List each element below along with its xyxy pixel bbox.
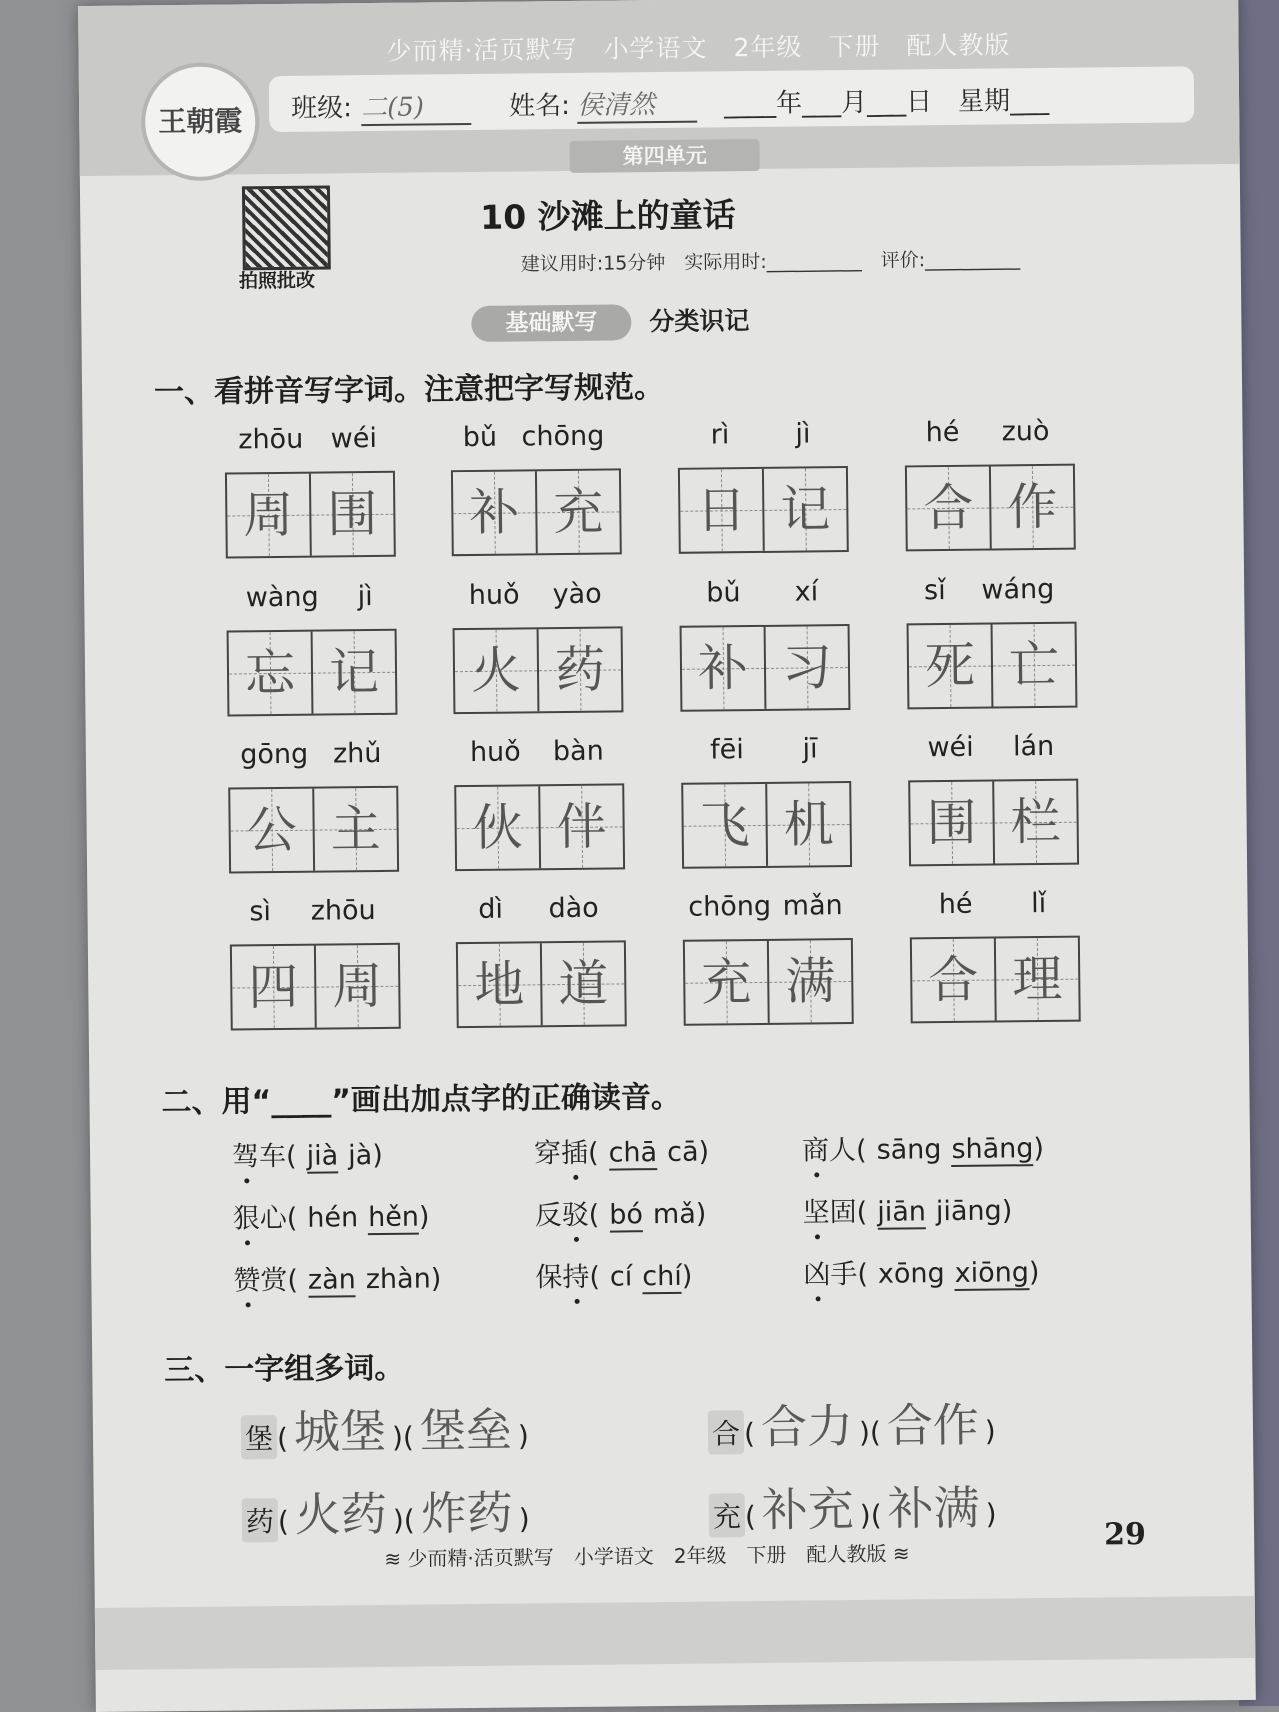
tianzige-grid [454,783,625,871]
question-2-title: 二、用“____”画出加点字的正确读音。 [161,1079,682,1121]
pinyin-syllable: wéi [927,731,974,764]
handwritten-answer[interactable]: 补充 [761,1482,855,1537]
pinyin-syllable: bàn [552,735,604,768]
pinyin-syllable: sì [249,896,272,928]
grid-cell[interactable] [766,626,849,709]
pinyin-option[interactable]: shāng [951,1133,1034,1165]
tianzige-grid [453,626,624,714]
unit-label: 第四单元 [569,139,759,173]
handwritten-char: 亡 [1008,635,1060,695]
pinyin-option[interactable]: sāng [876,1134,942,1166]
word-box [450,420,617,562]
handwritten-answer[interactable]: 城堡 [293,1403,387,1459]
word-box [454,735,621,877]
handwritten-char: 作 [1007,477,1058,537]
handwritten-char: 习 [781,638,833,697]
word-box [452,578,619,720]
tianzige-grid [680,624,851,712]
grid-cell[interactable] [227,474,312,557]
grid-cell[interactable] [316,945,399,1028]
pinyin-option[interactable]: hěn [367,1201,420,1234]
tianzige-grid [908,779,1079,867]
pinyin-label [909,888,1075,921]
dotted-char: 驾 [232,1134,259,1173]
word-box [224,423,391,565]
word-group: 合 ( 合力 )( 合作 ) [708,1389,996,1458]
pinyin-option[interactable]: cā [666,1136,699,1168]
pinyin-label [682,890,848,923]
name-label: 姓名: [508,90,571,122]
grid-cell[interactable] [537,470,620,553]
pinyin-syllable: zuò [1001,415,1050,448]
pinyin-option[interactable]: bó [609,1199,644,1231]
pinyin-option[interactable]: jià [306,1140,339,1172]
pinyin-option[interactable]: chí [642,1260,682,1293]
worksheet-page [78,0,1256,1712]
tianzige-grid [678,466,849,554]
grid-cell[interactable] [311,473,394,556]
reading-item: 坚固( jiān jiāng) [802,1188,1012,1230]
plain-char: 车 [258,1140,287,1173]
plain-char: 保 [535,1262,563,1294]
pinyin-syllable: bǔ [706,577,741,609]
tianzige-grid [910,936,1081,1024]
pinyin-syllable: jì [357,581,373,613]
pinyin-label [229,895,395,928]
handwritten-char: 伴 [556,797,607,857]
tianzige-grid [683,938,854,1026]
handwritten-char: 四 [248,957,299,1017]
student-info-row [269,66,1195,132]
word-box [679,576,846,718]
grid-cell[interactable] [456,786,541,869]
pinyin-label [679,576,845,609]
pinyin-syllable: wáng [981,573,1055,606]
handwritten-char: 周 [332,956,383,1016]
word-box [677,418,844,560]
word-box [681,733,848,875]
handwritten-answer[interactable]: 合力 [760,1399,854,1454]
tianzige-grid [451,468,622,556]
handwritten-char: 充 [700,953,752,1012]
handwritten-answer[interactable]: 火药 [294,1486,388,1542]
dotted-char: 凶 [803,1252,830,1291]
dotted-char: 坚 [802,1190,829,1229]
grid-cell[interactable] [907,467,992,550]
pinyin-option[interactable]: zhàn [365,1263,431,1296]
grid-cell[interactable] [230,789,315,872]
bottom-band [95,1596,1256,1670]
plain-char: 赏 [260,1264,288,1297]
reading-item: 驾车( jià jà) [232,1133,383,1175]
grid-cell[interactable] [994,781,1077,864]
reading-item: 反驳( bó mǎ) [534,1192,706,1234]
handwritten-char: 周 [243,485,294,545]
tianzige-grid [227,629,398,717]
word-group: 堡 ( 城堡 )( 堡垒 ) [241,1393,529,1462]
handwritten-char: 药 [554,640,606,700]
dotted-char: 狠 [233,1196,260,1235]
grid-cell[interactable] [909,625,994,708]
dotted-char: 插 [561,1131,588,1170]
section-subtitle: 分类识记 [649,306,750,337]
grid-cell[interactable] [453,471,538,554]
handwritten-char: 忘 [244,643,296,703]
pinyin-syllable: zhǔ [332,737,382,770]
handwritten-char: 围 [926,793,977,853]
grid-cell[interactable] [767,783,850,866]
word-box [908,731,1075,873]
grid-cell[interactable] [232,946,317,1029]
pinyin-option[interactable]: jiān [877,1196,927,1228]
word-box [909,888,1076,1030]
dotted-char: 商 [802,1128,829,1167]
pinyin-option[interactable]: xōng [877,1258,945,1290]
grid-cell[interactable] [540,785,623,868]
handwritten-char: 主 [330,799,381,859]
pinyin-option[interactable]: jà [348,1140,373,1172]
handwritten-char: 公 [246,800,297,860]
handwritten-answer[interactable]: 堡垒 [419,1402,513,1458]
handwritten-char: 栏 [1010,792,1061,852]
handwritten-answer[interactable]: 炸药 [420,1485,513,1541]
handwritten-char: 记 [328,642,380,702]
grid-cell[interactable] [683,784,768,867]
pinyin-label [906,574,1072,607]
pinyin-syllable: yào [552,578,602,611]
plain-char: 反 [534,1200,562,1232]
grid-cell[interactable] [910,782,995,865]
series-banner: 少而精·活页默写 小学语文 2年级 下册 配人教版 [386,30,1011,66]
header-band [78,0,1240,176]
grid-cell[interactable] [455,629,540,712]
handwritten-char: 道 [557,954,609,1014]
grid-cell[interactable] [229,632,314,715]
dotted-char: 持 [562,1255,589,1294]
grid-cell[interactable] [769,940,852,1023]
handwritten-char: 合 [923,478,974,538]
pinyin-label [455,892,621,925]
word-box [904,416,1071,558]
pinyin-syllable: hé [925,416,960,449]
key-char: 堡 [241,1415,277,1459]
pinyin-label [224,423,390,456]
dotted-char: 驳 [561,1193,588,1232]
pinyin-syllable: mǎn [782,890,843,922]
handwritten-char: 补 [697,639,749,698]
grid-cell[interactable] [314,788,397,871]
reading-item: 保持( cí chí) [535,1254,692,1296]
tianzige-grid [230,943,401,1031]
pinyin-label [681,733,847,766]
handwritten-char: 日 [696,481,747,540]
pinyin-option[interactable]: jiāng [935,1195,1002,1228]
grid-cell[interactable] [313,631,396,714]
word-box [455,892,622,1034]
qr-label: 拍照批改 [238,269,316,293]
pinyin-syllable: dào [548,892,599,925]
pinyin-syllable: huǒ [468,579,520,612]
tianzige-grid [228,786,399,874]
word-group: 药 ( 火药 )( 炸药 ) [241,1476,529,1545]
qr-code-icon[interactable] [242,185,331,270]
reading-item: 穿插( chā cā) [534,1130,709,1172]
key-char: 合 [708,1410,744,1454]
grid-cell[interactable] [685,941,770,1024]
grid-cell[interactable] [993,624,1076,707]
pinyin-syllable: wàng [245,581,319,614]
handwritten-char: 补 [469,483,520,543]
pinyin-syllable: bǔ [462,421,498,454]
section-pill: 基础默写 [471,304,631,342]
pinyin-syllable: huǒ [469,736,521,769]
tianzige-grid [905,464,1076,552]
pinyin-syllable: xí [794,576,819,608]
handwritten-char: 伙 [472,798,523,857]
grid-cell[interactable] [682,627,767,710]
pinyin-label [226,581,392,614]
key-char: 药 [242,1498,278,1542]
pinyin-syllable: gōng [240,738,309,771]
pinyin-syllable: jì [795,418,811,450]
pinyin-syllable: lǐ [1030,887,1047,920]
tianzige-grid [907,622,1078,710]
reading-item: 赞赏( zàn zhàn) [233,1256,441,1298]
grid-cell[interactable] [764,468,847,551]
pinyin-label [450,420,616,453]
handwritten-char: 充 [553,482,604,542]
word-box [682,890,849,1032]
reading-item: 商人( sāng shāng) [802,1126,1044,1169]
handwritten-char: 记 [780,480,831,539]
pinyin-syllable: zhōu [238,423,304,456]
grid-cell[interactable] [680,469,765,552]
lesson-title: 10 沙滩上的童话 [480,195,736,237]
pinyin-label [908,731,1074,764]
class-value: 二(5) [361,86,471,126]
tianzige-grid [225,471,396,559]
handwritten-char: 飞 [699,796,750,855]
pinyin-label [677,418,843,451]
plain-char: 穿 [533,1138,562,1170]
grid-cell[interactable] [991,466,1074,549]
word-box [229,895,396,1037]
question-1-title: 一、看拼音写字词。注意把字写规范。 [153,369,665,411]
pinyin-syllable: rì [710,419,730,451]
pinyin-syllable: sǐ [923,575,946,607]
reading-item: 凶手( xōng xiōng) [803,1250,1039,1292]
word-group: 充 ( 补充 )( 补满 ) [708,1472,996,1541]
grid-cell[interactable] [542,942,625,1025]
plain-char: 手 [830,1258,858,1291]
pinyin-syllable: chōng [521,420,605,453]
pinyin-option[interactable]: chā [608,1137,658,1169]
handwritten-char: 机 [783,795,834,854]
page-number: 29 [1103,1516,1147,1553]
pinyin-syllable: jī [802,733,818,765]
time-info: 建议用时:15分钟 实际用时:__________ 评价:__________ [520,248,1021,276]
plain-char: 人 [828,1134,857,1167]
handwritten-answer[interactable]: 合作 [886,1397,980,1453]
pinyin-syllable: lán [1012,730,1055,763]
name-value: 侯清然 [577,84,697,124]
word-box [228,738,395,880]
brand-logo: 王朝霞 [141,62,260,181]
key-char: 充 [709,1493,745,1537]
handwritten-char: 满 [784,952,836,1011]
date-fields: ____年___月___日 星期___ [723,85,1050,120]
pinyin-label [228,738,394,771]
class-label: 班级: [290,93,353,124]
pinyin-option[interactable]: cí [609,1261,633,1293]
pinyin-syllable: zhōu [310,895,376,927]
handwritten-char: 围 [327,484,378,544]
handwritten-char: 合 [927,950,979,1010]
handwritten-char: 死 [924,636,976,696]
pinyin-option[interactable]: xiōng [954,1257,1030,1289]
pinyin-syllable: chōng [688,890,772,923]
handwritten-answer[interactable]: 补满 [887,1480,980,1536]
footer-text: ≋ 少而精·活页默写 小学语文 2年级 下册 配人教版 ≋ [384,1541,910,1571]
plain-char: 心 [259,1202,287,1235]
plain-char: 固 [829,1196,857,1229]
grid-cell[interactable] [912,939,997,1022]
dotted-char: 赞 [233,1258,260,1297]
handwritten-char: 地 [474,955,525,1014]
question-3-title: 三、一字组多词。 [164,1350,405,1389]
handwritten-char: 理 [1011,949,1063,1009]
reading-item: 狠心( hén hěn) [233,1194,430,1236]
pinyin-syllable: dì [478,893,504,925]
pinyin-label [454,735,620,768]
tianzige-grid [681,781,852,869]
grid-cell[interactable] [996,938,1079,1021]
pinyin-syllable: hé [938,888,973,921]
pinyin-option[interactable]: hén [307,1202,359,1234]
word-box [226,581,393,723]
pinyin-option[interactable]: mǎ [652,1198,696,1231]
pinyin-label [904,416,1070,449]
grid-cell[interactable] [458,943,543,1026]
pinyin-syllable: wéi [330,422,378,455]
grid-cell[interactable] [539,628,622,711]
word-box [906,574,1073,716]
pinyin-option[interactable]: zàn [307,1264,356,1296]
tianzige-grid [456,940,627,1028]
pinyin-syllable: fēi [710,734,744,766]
handwritten-char: 火 [470,641,522,700]
pinyin-label [452,578,618,611]
